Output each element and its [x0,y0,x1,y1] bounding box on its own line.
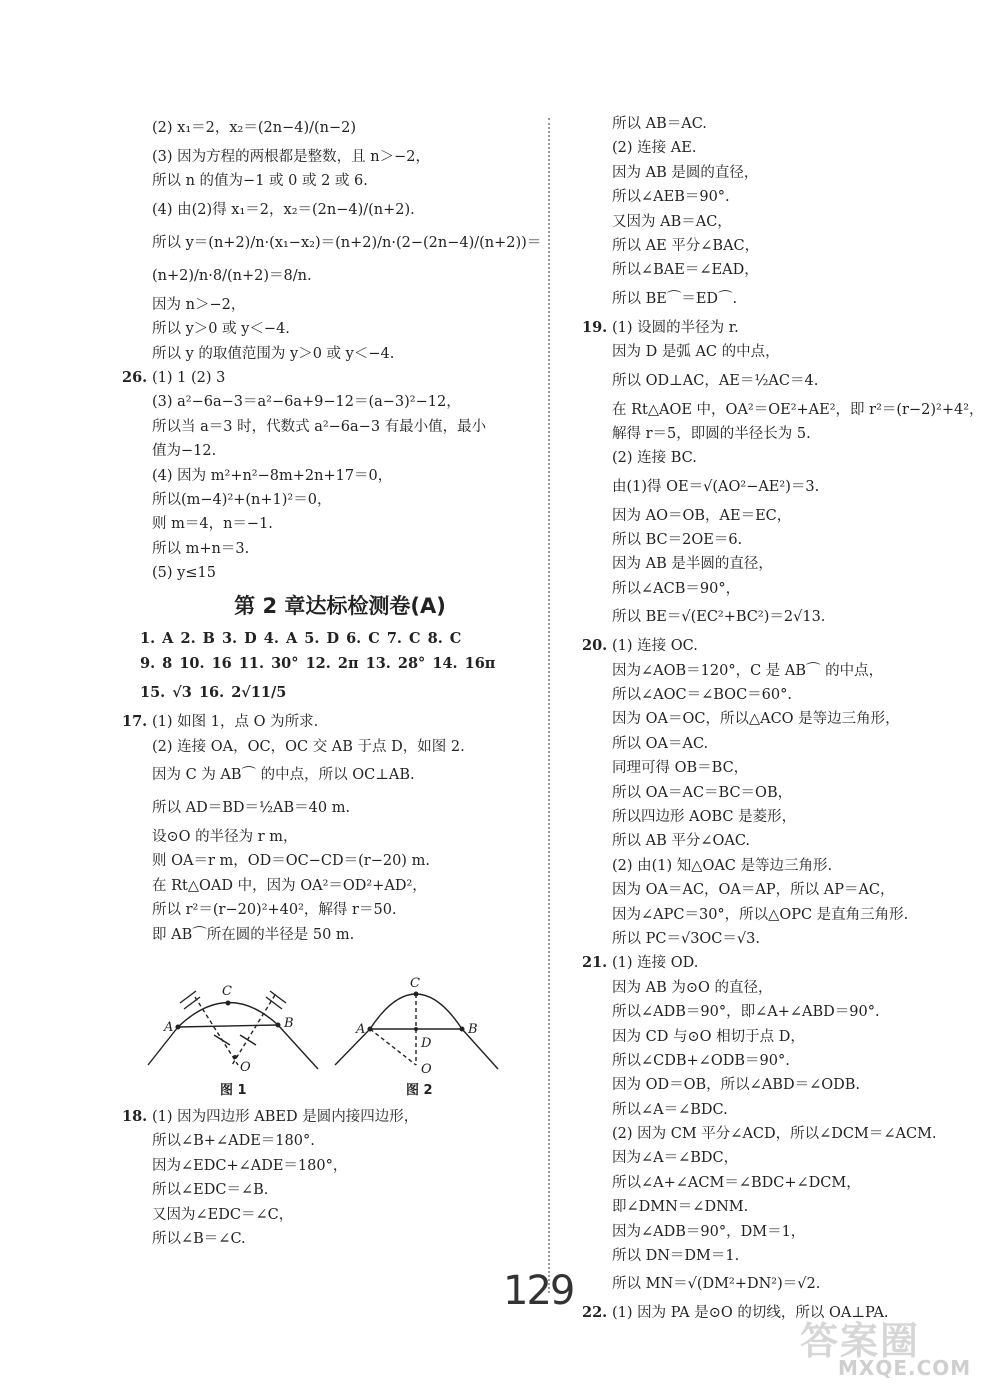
solution-line: (2) 连接 OA，OC，OC 交 AB 于点 D，如图 2. [152,738,465,755]
solution-line: 即 AB⌒所在圆的半径是 50 m. [152,926,355,943]
q21-first-text: (1) 连接 OD. [612,955,699,972]
q18-continued [600,112,985,316]
q19-solution [600,340,985,634]
solution-line: 解得 r＝5，即圆的半径长为 5. [612,425,811,442]
right-column [582,112,985,1326]
solution-line: 因为∠AOB＝120°，C 是 AB⌒ 的中点， [612,662,884,679]
solution-line: (2) x₁＝2，x₂＝(2n−4)/(n−2) [152,120,357,136]
fig1-chord [178,1025,278,1027]
solution-line: 所以∠BAE＝∠EAD， [612,262,759,279]
solution-line: 所以∠A+∠ACM＝∠BDC+∠DCM， [612,1174,861,1191]
q17-first-text: (1) 如图 1，点 O 为所求. [152,714,319,731]
q18-first-text: (1) 因为四边形 ABED 是圆内接四边形， [152,1108,419,1125]
fig1-label-a: A [164,1019,174,1035]
fig2-point-a [368,1026,373,1031]
fig1-road-right [278,1025,318,1069]
solution-line: 所以 y＝(n+2)/n·(x₁−x₂)＝(n+2)/n·(2−(2n−4)/(n+2))＝ [152,234,542,251]
solution-line: (n+2)/n·8/(n+2)＝8/n. [152,267,312,284]
solution-line: 所以∠ACB＝90°， [612,580,741,597]
solution-line: (2) 由(1) 知△OAC 是等边三角形. [612,857,833,874]
solution-line: (2) 连接 AE. [612,140,697,157]
fig1-arc-mark-2 [266,991,286,1009]
solution-line: 即∠DMN＝∠DNM. [612,1199,749,1216]
solution-line: 同理可得 OB＝BC， [612,760,749,777]
q18-first-line [122,1105,530,1129]
solution-line: 所以 OA＝AC. [612,735,709,752]
solution-line: 因为 AB 是圆的直径， [612,164,759,181]
watermark-logo: 答案圈 [800,1319,921,1363]
solution-line: 所以 OA＝AC＝BC＝OB， [612,784,793,801]
solution-line: 因为∠A＝∠BDC， [612,1150,739,1167]
solution-line: 所以∠AEB＝90°. [612,189,730,206]
solution-line: 所以 DN＝DM＝1. [612,1248,740,1265]
fig1-bisector-1 [195,997,238,1065]
q17-first-line [122,710,530,734]
solution-line: 所以∠B+∠ADE＝180°. [152,1133,315,1150]
q26-first-text: (1) 1 (2) 3 [152,369,226,386]
solution-line: 所以 MN＝√(DM²+DN²)＝√2. [612,1276,821,1293]
solution-line: 值为−12. [152,443,217,460]
answers-row-3: 15. √3 16. 2√11/5 [140,684,287,702]
solution-line: 设⊙O 的半径为 r m， [152,829,298,846]
q19-number: 19. [582,318,608,336]
page-number: 129 [503,1268,574,1314]
q17-number: 17. [122,713,148,731]
solution-line: (3) 因为方程的两根都是整数，且 n＞−2， [152,149,430,165]
solution-line: 则 OA＝r m，OD＝OC−CD＝(r−20) m. [152,853,430,870]
solution-line: 所以∠EDC＝∠B. [152,1182,269,1199]
solution-line: 所以∠B＝∠C. [152,1230,246,1247]
figure-captions [140,1077,530,1105]
fig1-arc-mark-1 [180,991,200,1009]
chapter-heading: 第 2 章达标检测卷(A) [234,594,446,619]
solution-line: 所以 BE⌒＝ED⌒. [612,290,738,307]
fig1-point-b [276,1022,281,1027]
solution-line: 因为 OD＝OB，所以∠ABD＝∠ODB. [612,1077,860,1094]
solution-line: 因为∠EDC+∠ADE＝180°， [152,1157,348,1174]
solution-line: (2) 连接 BC. [612,450,697,467]
solution-line: 因为 n＞−2， [152,296,246,313]
left-column [122,112,542,1251]
solution-line: 所以(m−4)²+(n+1)²＝0， [152,491,332,508]
fig1-label-b: B [284,1015,294,1031]
fig1-label-c: C [222,983,232,999]
q21-first-line [582,951,985,975]
q19-first-text: (1) 设圆的半径为 r. [612,319,739,336]
column-divider [548,118,550,1293]
figures [140,947,530,1077]
solution-line: 所以∠A＝∠BDC. [612,1101,728,1118]
solution-line: 所以 AB 平分∠OAC. [612,833,751,850]
solution-line: 所以 AB＝AC. [612,116,707,132]
solution-line: 因为 AO＝OB，AE＝EC， [612,507,792,524]
q18-solution [140,1129,530,1251]
fig2-oa-line [370,1029,416,1065]
answers-row-2: 9. 8 10. 16 11. 30° 12. 2π 13. 28° 14. 16π [140,654,496,672]
solution-line: 所以 y 的取值范围为 y＞0 或 y＜−4. [152,345,395,362]
solution-line: 所以 r²＝(r−20)²+40²，解得 r＝50. [152,902,397,919]
solution-line: 因为 OA＝AC，OA＝AP，所以 AP＝AC， [612,882,895,899]
q22-number: 22. [582,1304,608,1322]
q22-first-line [582,1301,985,1325]
solution-line: 所以 AD＝BD＝½AB＝40 m. [152,800,351,817]
fig2-label-c: C [410,975,420,991]
solution-line: 因为 C 为 AB⌒ 的中点，所以 OC⊥AB. [152,767,415,784]
solution-line: (5) y≤15 [152,565,216,582]
solution-line: 因为 OA＝OC，所以△ACO 是等边三角形， [612,711,900,728]
solution-line: 在 Rt△AOE 中，OA²＝OE²+AE²，即 r²＝(r−2)²+4²， [612,401,984,418]
fig1-point-a [176,1024,181,1029]
fig2-point-c [414,991,419,996]
fig2-point-b [460,1026,465,1031]
fig2-label-o: O [421,1061,432,1077]
solution-line: 因为∠ADB＝90°，DM＝1， [612,1223,806,1240]
q21-number: 21. [582,954,608,972]
q20-first-line [582,634,985,658]
q22-first-text: (1) 因为 PA 是⊙O 的切线，所以 OA⊥PA. [612,1305,889,1322]
fig1-bisector-2 [232,995,275,1065]
fig2-label-d: D [421,1035,432,1051]
solution-line: (4) 由(2)得 x₁＝2，x₂＝(2n−4)/(n+2). [152,201,415,218]
q20-first-text: (1) 连接 OC. [612,638,698,655]
solution-line: 因为 CD 与⊙O 相切于点 D， [612,1028,805,1045]
figure-diagrams [140,947,530,1077]
solution-line: 因为∠APC＝30°，所以△OPC 是直角三角形. [612,906,909,923]
solution-line: 在 Rt△OAD 中，因为 OA²＝OD²+AD²， [152,877,427,894]
solution-line: 又因为 AB＝AC， [612,213,732,230]
solution-line: 所以∠AOC＝∠BOC＝60°. [612,687,792,704]
fig1-road-left [148,1027,178,1065]
fig2-label-b: B [468,1021,478,1037]
solution-line: 所以∠CDB+∠ODB＝90°. [612,1052,790,1069]
q26-first-line [122,366,530,390]
solution-line: 所以 AE 平分∠BAC， [612,237,760,254]
q25-solution [140,112,542,366]
fig1-point-o [233,1055,237,1059]
solution-line: 由(1)得 OE＝√(AO²−AE²)＝3. [612,478,820,495]
solution-line: 所以 n 的值为−1 或 0 或 2 或 6. [152,173,368,190]
solution-line: 所以 y＞0 或 y＜−4. [152,321,290,338]
fig1-point-c [226,1000,231,1005]
answers-row-1: 1. A 2. B 3. D 4. A 5. D 6. C 7. C 8. C [140,630,462,648]
solution-line: 因为 AB 为⊙O 的直径， [612,979,773,996]
solution-line: 则 m＝4，n＝−1. [152,516,273,533]
solution-line: 所以∠ADB＝90°，即∠A+∠ABD＝90°. [612,1004,880,1021]
q21-solution [600,976,985,1302]
caption-figure-2: 图 2 [406,1082,433,1098]
solution-line: 又因为∠EDC＝∠C， [152,1206,294,1223]
q20-solution [600,659,985,952]
solution-line: 因为 D 是弧 AC 的中点， [612,344,780,361]
solution-line: (4) 因为 m²+n²−8m+2n+17＝0， [152,467,393,484]
fig1-points [176,1000,281,1059]
solution-line: 所以 OD⊥AC，AE＝½AC＝4. [612,372,819,389]
caption-figure-1: 图 1 [220,1082,247,1098]
q26-number: 26. [122,368,148,386]
solution-line: (3) a²−6a−3＝a²−6a+9−12＝(a−3)²−12， [152,394,461,411]
watermark-url: MXQE.COM [838,1356,972,1380]
solution-line: 所以 m+n＝3. [152,540,250,557]
fig2-label-a: A [356,1021,366,1037]
solution-line: 所以 BC＝2OE＝6. [612,532,743,549]
fig1-arc-mark-3 [214,1035,256,1045]
q26-solution [140,390,530,585]
q19-first-line [582,316,985,340]
q17-solution [140,735,530,947]
solution-line: 因为 AB 是半圆的直径， [612,556,773,573]
solution-line: 所以当 a＝3 时，代数式 a²−6a−3 有最小值，最小 [152,418,487,435]
q18-number: 18. [122,1107,148,1125]
q20-number: 20. [582,637,608,655]
solution-line: 所以 BE＝√(EC²+BC²)＝2√13. [612,609,826,626]
solution-line: (2) 因为 CM 平分∠ACD，所以∠DCM＝∠ACM. [612,1126,937,1143]
solution-line: 所以四边形 AOBC 是菱形， [612,808,797,825]
solution-line: 所以 PC＝√3OC＝√3. [612,930,760,947]
fig2-point-d [414,1027,418,1031]
fig1-label-o: O [240,1059,251,1075]
